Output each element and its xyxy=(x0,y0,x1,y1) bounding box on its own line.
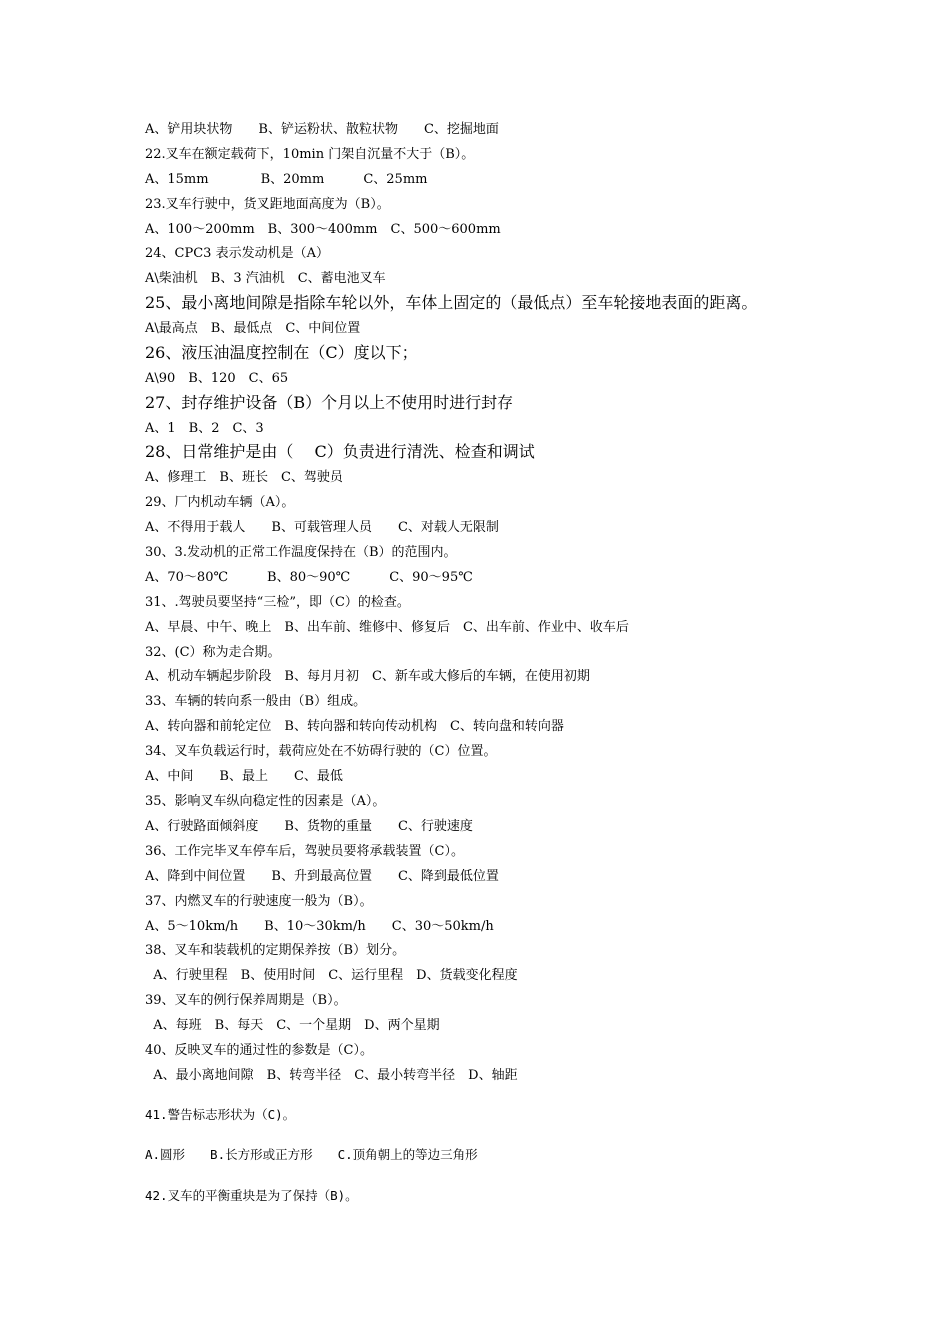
text-line: A、降到中间位置 B、升到最高位置 C、降到最低位置 xyxy=(145,869,499,884)
text-line: 22.叉车在额定载荷下，10min 门架自沉量不大于（B）。 xyxy=(145,147,475,162)
text-line: 40、反映叉车的通过性的参数是（C）。 xyxy=(145,1043,373,1058)
text-line: A、不得用于载人 B、可载管理人员 C、对载人无限制 xyxy=(145,520,499,535)
text-line: A、转向器和前轮定位 B、转向器和转向传动机构 C、转向盘和转向器 xyxy=(145,719,564,734)
text-line: 34、叉车负载运行时，载荷应处在不妨碍行驶的（C）位置。 xyxy=(145,744,497,759)
text-line: 39、叉车的例行保养周期是（B）。 xyxy=(145,993,347,1008)
text-line: A、行驶里程 B、使用时间 C、运行里程 D、货载变化程度 xyxy=(145,968,518,983)
text-line: A、70～80℃ B、80～90℃ C、90～95℃ xyxy=(145,570,473,585)
text-line: 29、厂内机动车辆（A）。 xyxy=(145,495,295,510)
text-line: A、5～10km/h B、10～30km/h C、30～50km/h xyxy=(145,919,494,934)
text-line: A.圆形 B.长方形或正方形 C.顶角朝上的等边三角形 xyxy=(145,1147,478,1162)
text-line: A、行驶路面倾斜度 B、货物的重量 C、行驶速度 xyxy=(145,819,473,834)
text-line: A\90 B、120 C、65 xyxy=(145,371,289,386)
text-line: A、1 B、2 C、3 xyxy=(145,421,264,436)
text-line: A、15mm B、20mm C、25mm xyxy=(145,172,428,187)
text-line: A、100～200mm B、300～400mm C、500～600mm xyxy=(145,222,501,237)
text-line: A、每班 B、每天 C、一个星期 D、两个星期 xyxy=(145,1018,440,1033)
text-line: A、早晨、中午、晚上 B、出车前、维修中、修复后 C、出车前、作业中、收车后 xyxy=(145,620,629,635)
text-line: A\最高点 B、最低点 C、中间位置 xyxy=(145,321,361,336)
text-line: 36、工作完毕叉车停车后，驾驶员要将承载装置（C）。 xyxy=(145,844,464,859)
text-line: A、修理工 B、班长 C、驾驶员 xyxy=(145,470,343,485)
text-line: 30、3.发动机的正常工作温度保持在（B）的范围内。 xyxy=(145,545,457,560)
text-line: A、铲用块状物 B、铲运粉状、散粒状物 C、挖掘地面 xyxy=(145,122,499,137)
text-line: 33、车辆的转向系一般由（B）组成。 xyxy=(145,694,367,709)
text-line: 24、CPC3 表示发动机是（A） xyxy=(145,246,329,261)
text-line: 32、(C）称为走合期。 xyxy=(145,645,281,660)
text-line: 25、最小离地间隙是指除车轮以外，车体上固定的（最低点）至车轮接地表面的距离。 xyxy=(145,293,758,312)
text-line: 35、影响叉车纵向稳定性的因素是（A）。 xyxy=(145,794,386,809)
text-line: 41.警告标志形状为（C)。 xyxy=(145,1107,296,1122)
text-line: 37、内燃叉车的行驶速度一般为（B）。 xyxy=(145,894,373,909)
text-line: 28、日常维护是由（ C）负责进行清洗、检查和调试 xyxy=(145,442,535,461)
text-line: A、最小离地间隙 B、转弯半径 C、最小转弯半径 D、轴距 xyxy=(145,1068,518,1083)
text-line: 31、.驾驶员要坚持“三检”，即（C）的检查。 xyxy=(145,595,410,610)
text-line: 26、液压油温度控制在（C）度以下； xyxy=(145,343,418,362)
text-line: A、中间 B、最上 C、最低 xyxy=(145,769,343,784)
text-line: 27、封存维护设备（B）个月以上不使用时进行封存 xyxy=(145,393,514,412)
text-line: A\柴油机 B、3 汽油机 C、蓄电池叉车 xyxy=(145,271,386,286)
text-line: 38、叉车和装载机的定期保养按（B）划分。 xyxy=(145,943,406,958)
text-line: A、机动车辆起步阶段 B、每月月初 C、新车或大修后的车辆，在使用初期 xyxy=(145,669,590,684)
text-line: 42.叉车的平衡重块是为了保持（B)。 xyxy=(145,1188,358,1203)
text-line: 23.叉车行驶中，货叉距地面高度为（B）。 xyxy=(145,197,390,212)
